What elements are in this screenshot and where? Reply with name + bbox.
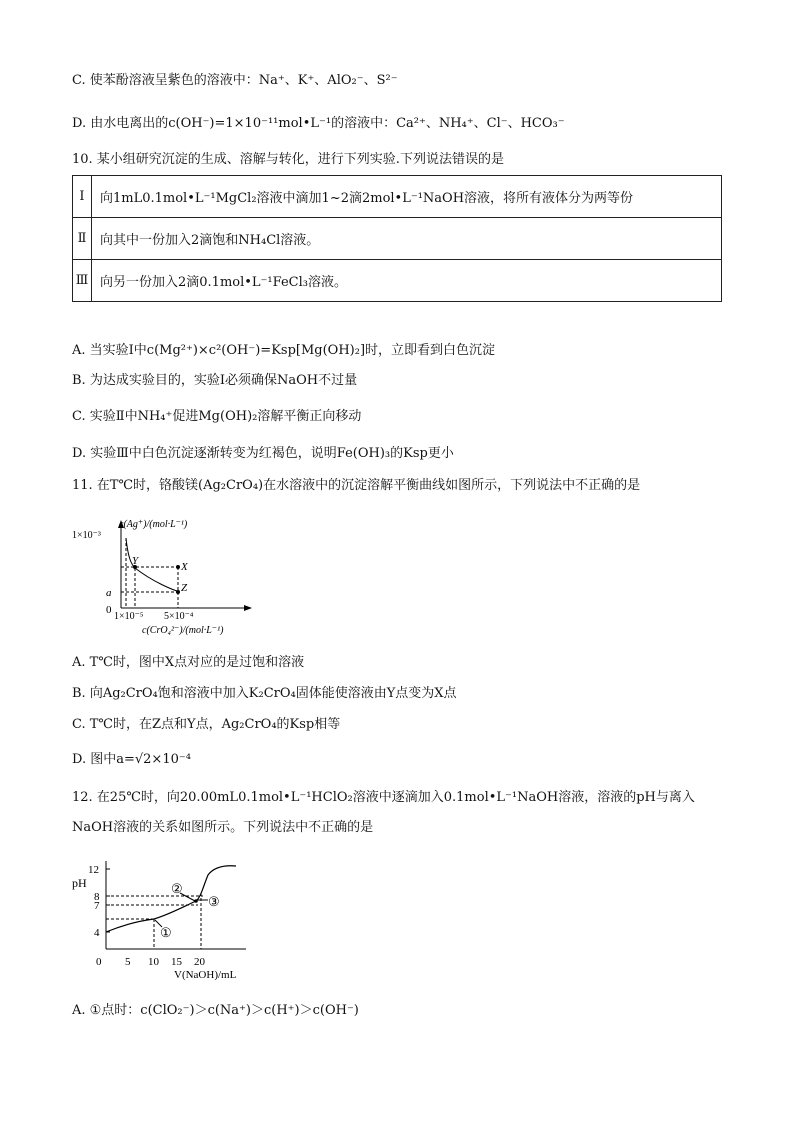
y-axis-label: c(Ag⁺)/(mol·L⁻¹) [119, 519, 188, 530]
table-row [73, 176, 722, 218]
q10-option-d: D. 实验Ⅲ中白色沉淀逐渐转变为红褐色，说明Fe(OH)₃的Ksp更小 [72, 446, 454, 461]
row-text: 向另一份加入2滴0.1mol•L⁻¹FeCl₃溶液。 [92, 260, 722, 302]
q11-option-a: A. T℃时，图中X点对应的是过饱和溶液 [72, 655, 305, 670]
row-number: Ⅲ [73, 260, 92, 302]
question-12-stem-line2: NaOH溶液的关系如图所示。下列说法中不正确的是 [72, 820, 374, 835]
figure-12-titration-curve [68, 855, 258, 983]
point-y-label: Y [132, 555, 139, 567]
point-z-label: Z [181, 582, 188, 594]
y-tick-8: 8 [94, 891, 100, 903]
q11-option-c: C. T℃时，在Z点和Y点，Ag₂CrO₄的Ksp相等 [72, 717, 341, 732]
y-tick-7: 7 [94, 900, 100, 912]
row-text: 向1mL0.1mol•L⁻¹MgCl₂溶液中滴加1~2滴2mol•L⁻¹NaOH溶液，将所有液体分为两等份 [92, 176, 722, 218]
row-text: 向其中一份加入2滴饱和NH₄Cl溶液。 [92, 218, 722, 260]
x-tick-10: 10 [148, 956, 159, 968]
q11-option-b: B. 向Ag₂CrO₄饱和溶液中加入K₂CrO₄固体能使溶液由Y点变为X点 [72, 686, 457, 701]
x-tick-20: 20 [194, 956, 205, 968]
q10-option-c: C. 实验Ⅱ中NH₄⁺促进Mg(OH)₂溶解平衡正向移动 [72, 409, 362, 424]
question-10-stem: 10. 某小组研究沉淀的生成、溶解与转化，进行下列实验.下列说法错误的是 [72, 152, 504, 167]
option-d-ions: D. 由水电离出的c(OH⁻)=1×10⁻¹¹mol•L⁻¹的溶液中：Ca²⁺、NH₄⁺、Cl⁻、HCO₃⁻ [72, 116, 565, 131]
point-2-label: ② [171, 881, 183, 896]
row-number: Ⅱ [73, 218, 92, 260]
experiment-table [72, 175, 722, 302]
question-11-stem: 11. 在T℃时，铬酸镁(Ag₂CrO₄)在水溶液中的沉淀溶解平衡曲线如图所示，下列说法中不正确的是 [72, 478, 641, 493]
figure-11-solubility-curve [68, 512, 253, 640]
x-tick-5: 5 [125, 956, 131, 968]
option-c-ions: C. 使苯酚溶液呈紫色的溶液中：Na⁺、K⁺、AlO₂⁻、S²⁻ [72, 73, 398, 88]
table-row [73, 218, 722, 260]
y-tick-4: 4 [94, 927, 100, 939]
question-12-stem-line1: 12. 在25℃时，向20.00mL0.1mol•L⁻¹HClO₂溶液中逐滴加入0.1mol•L⁻¹NaOH溶液，溶液的pH与离入 [72, 790, 695, 805]
y-tick-top: 1×10⁻³ [72, 530, 101, 541]
q10-option-a: A. 当实验Ⅰ中c(Mg²⁺)×c²(OH⁻)=Ksp[Mg(OH)₂]时，立即看到白色沉淀 [72, 343, 496, 358]
q12-option-a: A. ①点时：c(ClO₂⁻)＞c(Na⁺)＞c(H⁺)＞c(OH⁻) [72, 1003, 359, 1018]
x-tick-1: 1×10⁻⁵ [114, 611, 144, 622]
x-axis-label: c(CrO₄²⁻)/(mol·L⁻¹) [142, 625, 224, 636]
x-tick-0: 0 [96, 956, 102, 968]
point-1-label: ① [160, 925, 172, 940]
x-tick-2: 5×10⁻⁴ [164, 611, 194, 622]
point-x-label: X [181, 561, 188, 573]
point-3-label: ③ [208, 894, 220, 909]
x-axis-label: V(NaOH)/mL [174, 969, 237, 981]
y-tick-a: a [106, 587, 112, 599]
q11-option-d: D. 图中a=√2×10⁻⁴ [72, 752, 191, 767]
y-tick-12: 12 [88, 864, 99, 876]
table-row [73, 260, 722, 302]
x-tick-15: 15 [171, 956, 182, 968]
y-axis-label: pH [72, 876, 87, 890]
row-number: Ⅰ [73, 176, 92, 218]
origin-label: 0 [106, 604, 112, 616]
q10-option-b: B. 为达成实验目的，实验Ⅰ必须确保NaOH不过量 [72, 373, 358, 388]
